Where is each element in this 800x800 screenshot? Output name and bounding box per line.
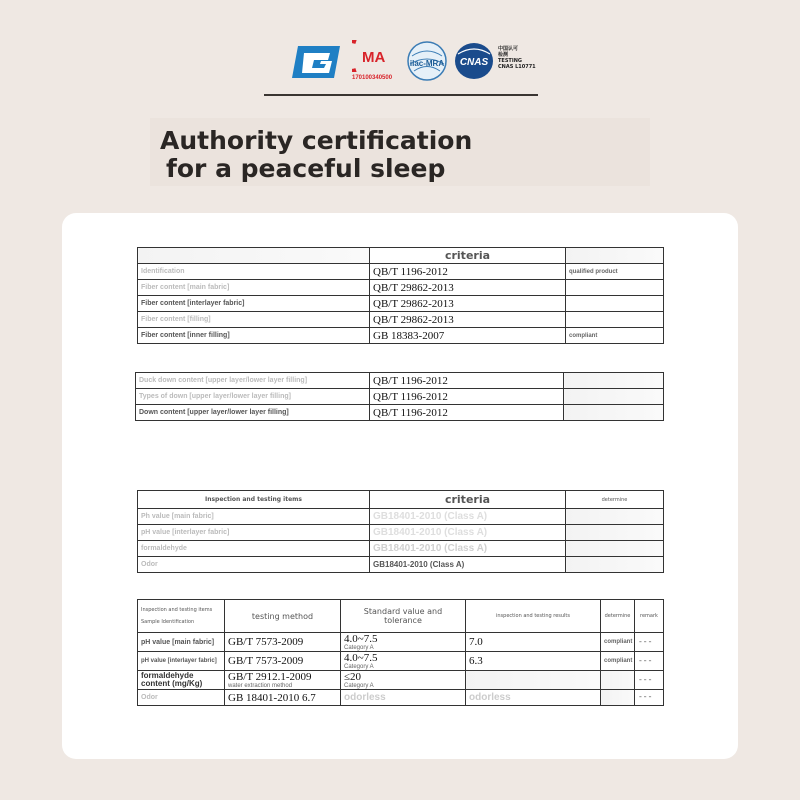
- row-std-cell: [341, 671, 466, 690]
- table-row: [138, 509, 664, 525]
- row-standard: QB/T 29862-2013: [370, 296, 566, 312]
- row-standard: QB/T 29862-2013: [370, 280, 566, 296]
- cnas-caption: 中国认可 检测 TESTING CNAS L10771: [498, 46, 536, 70]
- row-result: [566, 541, 664, 557]
- cma-number: 170100340500: [352, 75, 393, 81]
- test-table-2: [135, 372, 664, 421]
- row-note: qualified product: [566, 264, 664, 280]
- header-cell-blank: [566, 248, 664, 264]
- table-row: [138, 264, 664, 280]
- table-header: [138, 600, 664, 633]
- row-note: [566, 312, 664, 328]
- row-item: Ph value [main fabric]: [138, 509, 370, 525]
- row-result: 6.3: [466, 652, 601, 671]
- row-item: Odor: [138, 557, 370, 573]
- header-item: Inspection and testing items: [141, 607, 213, 613]
- header-criteria: criteria: [370, 248, 566, 264]
- row-std-note: Category A: [344, 645, 374, 651]
- row-item: Down content [upper layer/lower layer filling]: [136, 405, 370, 421]
- row-method-note: water extraction method: [228, 683, 293, 689]
- row-determine: compliant: [601, 652, 635, 671]
- header-criteria: criteria: [370, 491, 566, 509]
- row-standard: GB18401-2010 (Class A): [370, 525, 566, 541]
- row-standard: GB18401-2010 (Class A): [370, 557, 566, 573]
- table-row: [138, 280, 664, 296]
- row-standard: GB 18383-2007: [370, 328, 566, 344]
- row-std: ≤20: [344, 671, 362, 683]
- table-header: [138, 491, 664, 509]
- header-results: inspection and testing results: [466, 600, 601, 633]
- table-row: [138, 690, 664, 706]
- row-remark: ---: [635, 671, 664, 690]
- table-row: [138, 541, 664, 557]
- row-method: GB 18401-2010 6.7: [225, 690, 341, 706]
- row-note: [564, 405, 664, 421]
- row-item: pH value [interlayer fabric]: [138, 525, 370, 541]
- row-std-note: Category A: [344, 683, 374, 689]
- headline-line-1: Authority certification: [160, 126, 473, 155]
- row-result: 7.0: [466, 633, 601, 652]
- table-row: [136, 405, 664, 421]
- table-row: [138, 652, 664, 671]
- header-sample: Sample Identification: [141, 619, 195, 625]
- headline-line-2: for a peaceful sleep: [166, 154, 446, 183]
- row-note: [566, 280, 664, 296]
- header-method: testing method: [225, 600, 341, 633]
- svg-text:CNAS: CNAS: [459, 57, 489, 68]
- row-std: 4.0~7.5: [344, 652, 378, 664]
- cma-logo: [352, 40, 396, 84]
- row-item: Odor: [138, 690, 225, 706]
- row-item: Identification: [138, 264, 370, 280]
- headline-banner: [150, 118, 650, 186]
- table-row: [138, 312, 664, 328]
- ilac-mra-logo-icon: [406, 40, 448, 84]
- row-item: Fiber content [filling]: [138, 312, 370, 328]
- row-note: [564, 389, 664, 405]
- row-standard: QB/T 1196-2012: [370, 389, 564, 405]
- row-item: Fiber content [interlayer fabric]: [138, 296, 370, 312]
- row-method: GB/T 2912.1-2009: [228, 671, 312, 683]
- row-determine: [601, 671, 635, 690]
- row-std: odorless: [341, 690, 466, 706]
- row-standard: QB/T 1196-2012: [370, 264, 566, 280]
- row-determine: [601, 690, 635, 706]
- row-result: odorless: [466, 690, 601, 706]
- row-standard: QB/T 1196-2012: [370, 373, 564, 389]
- certification-logos: [290, 40, 540, 86]
- row-result: [566, 509, 664, 525]
- test-table-3: [137, 490, 664, 573]
- header-std: Standard value and tolerance: [341, 600, 466, 633]
- row-item: Types of down [upper layer/lower layer filling]: [136, 389, 370, 405]
- table-row: [138, 671, 664, 690]
- svg-text:ilac-MRA: ilac-MRA: [409, 59, 445, 68]
- test-table-4: [137, 599, 664, 706]
- header-cell-blank: [138, 248, 370, 264]
- row-std: 4.0~7.5: [344, 633, 378, 645]
- row-item: pH value [interlayer fabric]: [138, 652, 225, 671]
- row-remark: ---: [635, 652, 664, 671]
- row-note: [566, 296, 664, 312]
- row-determine: compliant: [601, 633, 635, 652]
- header-determine: determine: [566, 491, 664, 509]
- table-header: [138, 248, 664, 264]
- row-standard: GB18401-2010 (Class A): [370, 541, 566, 557]
- row-standard: QB/T 29862-2013: [370, 312, 566, 328]
- row-item: pH value [main fabric]: [138, 633, 225, 652]
- row-item: Duck down content [upper layer/lower layer filling]: [136, 373, 370, 389]
- row-remark: ---: [635, 633, 664, 652]
- row-std-cell: [341, 633, 466, 652]
- row-std-note: Category A: [344, 664, 374, 670]
- row-item: formaldehyde content (mg/Kg): [138, 671, 225, 690]
- row-note: compliant: [566, 328, 664, 344]
- table-row: [138, 557, 664, 573]
- row-std-cell: [341, 652, 466, 671]
- row-item: Fiber content [main fabric]: [138, 280, 370, 296]
- divider: [264, 94, 538, 96]
- table-row: [138, 633, 664, 652]
- header-determine: determine: [601, 600, 635, 633]
- row-method-cell: [225, 671, 341, 690]
- table-row: [138, 525, 664, 541]
- header-item-cell: [138, 600, 225, 633]
- svg-text:MA: MA: [362, 49, 386, 66]
- gj-logo-icon: [290, 40, 342, 84]
- cnas-logo-icon: [454, 40, 494, 84]
- row-item: Fiber content [inner filling]: [138, 328, 370, 344]
- table-row: [138, 328, 664, 344]
- header-item: Inspection and testing items: [138, 491, 370, 509]
- table-row: [138, 296, 664, 312]
- cma-mark-icon: [352, 40, 396, 72]
- row-note: [564, 373, 664, 389]
- row-method: GB/T 7573-2009: [225, 652, 341, 671]
- table-row: [136, 389, 664, 405]
- row-result: [466, 671, 601, 690]
- row-result: [566, 525, 664, 541]
- test-table-1: [137, 247, 664, 344]
- row-remark: ---: [635, 690, 664, 706]
- row-item: formaldehyde: [138, 541, 370, 557]
- row-result: [566, 557, 664, 573]
- header-remark: remark: [635, 600, 664, 633]
- row-standard: GB18401-2010 (Class A): [370, 509, 566, 525]
- row-method: GB/T 7573-2009: [225, 633, 341, 652]
- table-row: [136, 373, 664, 389]
- row-standard: QB/T 1196-2012: [370, 405, 564, 421]
